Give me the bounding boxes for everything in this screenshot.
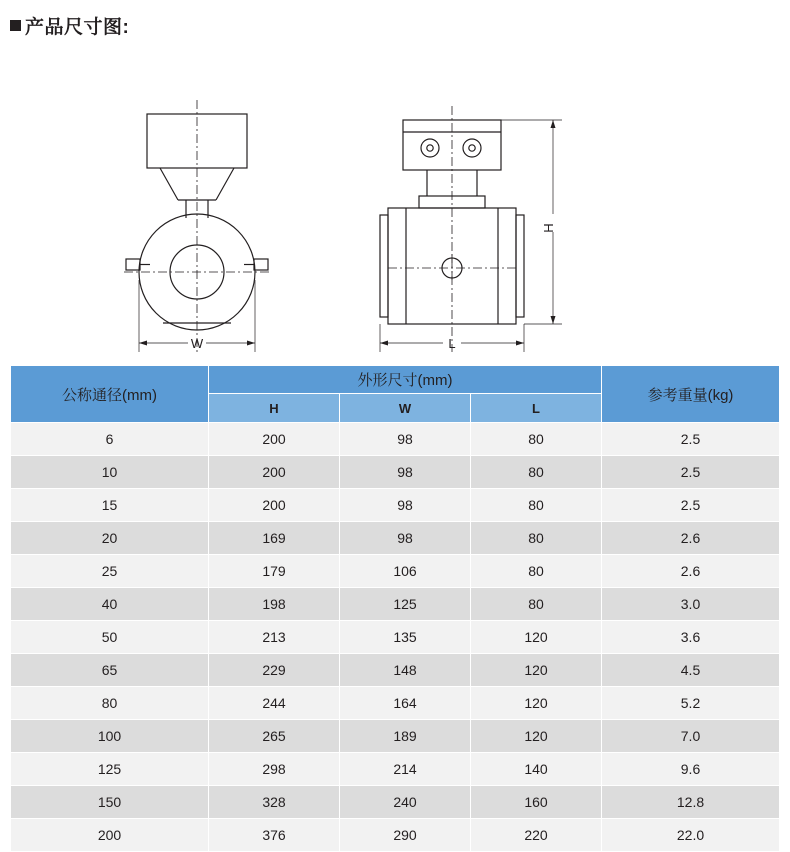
cell-l: 80 — [471, 456, 602, 489]
cell-weight: 7.0 — [602, 720, 780, 753]
table-head — [11, 366, 780, 423]
dimension-table-wrap — [0, 365, 790, 852]
cell-h: 200 — [209, 456, 340, 489]
cell-w: 214 — [340, 753, 471, 786]
table-row — [11, 786, 780, 819]
table-row — [11, 522, 780, 555]
table-row — [11, 423, 780, 456]
cell-w: 240 — [340, 786, 471, 819]
table-row — [11, 588, 780, 621]
table-row — [11, 687, 780, 720]
table-row — [11, 753, 780, 786]
cell-weight: 2.5 — [602, 489, 780, 522]
cell-w: 148 — [340, 654, 471, 687]
cell-dn: 40 — [11, 588, 209, 621]
cell-l: 120 — [471, 687, 602, 720]
cell-dn: 80 — [11, 687, 209, 720]
cell-l: 80 — [471, 555, 602, 588]
cell-h: 265 — [209, 720, 340, 753]
cell-dn: 15 — [11, 489, 209, 522]
front-view — [124, 100, 270, 352]
cell-l: 140 — [471, 753, 602, 786]
cell-w: 290 — [340, 819, 471, 852]
cell-weight: 2.5 — [602, 456, 780, 489]
cell-l: 160 — [471, 786, 602, 819]
page-title-text: 产品尺寸图: — [25, 16, 130, 38]
cell-dn: 125 — [11, 753, 209, 786]
cell-h: 200 — [209, 489, 340, 522]
cell-l: 220 — [471, 819, 602, 852]
cell-l: 120 — [471, 621, 602, 654]
header-l: L — [471, 394, 602, 423]
cell-h: 213 — [209, 621, 340, 654]
header-h: H — [209, 394, 340, 423]
cell-w: 189 — [340, 720, 471, 753]
cell-weight: 4.5 — [602, 654, 780, 687]
cell-weight: 22.0 — [602, 819, 780, 852]
cell-dn: 25 — [11, 555, 209, 588]
cell-dn: 200 — [11, 819, 209, 852]
header-nominal-diameter: 公称通径(mm) — [11, 366, 209, 423]
cell-w: 125 — [340, 588, 471, 621]
cell-weight: 3.0 — [602, 588, 780, 621]
cell-l: 120 — [471, 654, 602, 687]
cell-weight: 9.6 — [602, 753, 780, 786]
drawing-svg — [0, 40, 790, 365]
cell-w: 98 — [340, 522, 471, 555]
cell-dn: 10 — [11, 456, 209, 489]
side-view-l-label: L — [448, 336, 456, 351]
cell-l: 120 — [471, 720, 602, 753]
side-view — [380, 106, 562, 352]
cell-h: 298 — [209, 753, 340, 786]
cell-h: 200 — [209, 423, 340, 456]
cell-weight: 5.2 — [602, 687, 780, 720]
dimension-table — [10, 365, 780, 852]
cell-weight: 12.8 — [602, 786, 780, 819]
cell-w: 106 — [340, 555, 471, 588]
cell-dn: 50 — [11, 621, 209, 654]
cell-l: 80 — [471, 588, 602, 621]
cell-h: 179 — [209, 555, 340, 588]
cell-l: 80 — [471, 423, 602, 456]
header-reference-weight: 参考重量(kg) — [602, 366, 780, 423]
table-row — [11, 555, 780, 588]
cell-dn: 20 — [11, 522, 209, 555]
cell-dn: 150 — [11, 786, 209, 819]
cell-h: 229 — [209, 654, 340, 687]
cell-l: 80 — [471, 489, 602, 522]
cell-weight: 2.5 — [602, 423, 780, 456]
square-bullet-icon — [10, 20, 21, 31]
cell-h: 244 — [209, 687, 340, 720]
cell-w: 135 — [340, 621, 471, 654]
side-view-h-label: H — [541, 223, 556, 233]
cell-weight: 2.6 — [602, 522, 780, 555]
table-header-row-1 — [11, 366, 780, 394]
cell-l: 80 — [471, 522, 602, 555]
cell-w: 98 — [340, 423, 471, 456]
table-row — [11, 720, 780, 753]
table-row — [11, 621, 780, 654]
page-title — [0, 0, 790, 40]
cell-weight: 3.6 — [602, 621, 780, 654]
cell-w: 98 — [340, 456, 471, 489]
cell-h: 198 — [209, 588, 340, 621]
header-outer-dimensions: 外形尺寸(mm) — [209, 366, 602, 394]
table-row — [11, 654, 780, 687]
table-row — [11, 819, 780, 852]
cell-dn: 6 — [11, 423, 209, 456]
cell-dn: 100 — [11, 720, 209, 753]
table-row — [11, 489, 780, 522]
table-row — [11, 456, 780, 489]
cell-weight: 2.6 — [602, 555, 780, 588]
cell-w: 164 — [340, 687, 471, 720]
table-body — [11, 423, 780, 852]
cell-h: 169 — [209, 522, 340, 555]
cell-h: 376 — [209, 819, 340, 852]
cell-dn: 65 — [11, 654, 209, 687]
cell-h: 328 — [209, 786, 340, 819]
product-dimension-drawing — [0, 40, 790, 365]
header-w: W — [340, 394, 471, 423]
front-view-w-label: W — [190, 336, 204, 351]
cell-w: 98 — [340, 489, 471, 522]
